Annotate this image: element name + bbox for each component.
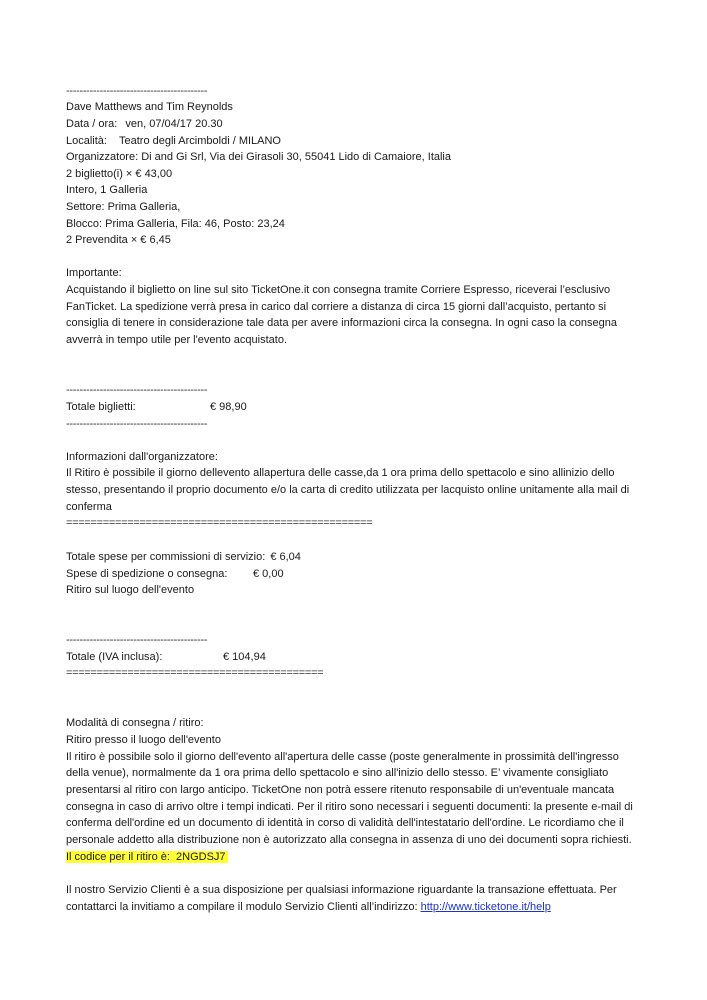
separator-double: ================================================== [66,517,373,529]
date-label: Data / ora: [66,118,118,130]
total-tickets-value: € 98,90 [210,401,247,413]
important-line: avverrà in tempo utile per l'evento acquistato. [66,334,287,346]
shipping-row [66,566,284,583]
separator: ------------------------------------------ [66,418,208,430]
important-line: FanTicket. La spedizione verrà presa in carico dal corriere a distanza di circa 15 giorni dall’acquisto, pertanto si [66,301,607,313]
event-title: Dave Matthews and Tim Reynolds [66,101,233,113]
location-row [66,133,281,150]
grand-total-label: Totale (IVA inclusa): [66,651,163,663]
separator-double: ========================================== [66,667,324,679]
organizer-info-line: Il Ritiro è possibile il giorno dellevento allapertura delle casse,da 1 ora prima dello spettacolo e sino allinizio dello [66,467,615,479]
service-fees-label: Totale spese per commissioni di servizio: [66,551,266,563]
customer-service-line: Il nostro Servizio Clienti è a sua disposizione per qualsiasi informazione riguardante la transazione effettuata. Per [66,884,617,896]
delivery-line: presentarsi al ritiro con largo anticipo. TicketOne non potrà essere ritenuto responsabile di un'eventuale mancata [66,784,615,796]
presale-line: 2 Prevendita × € 6,45 [66,234,171,246]
separator-top: ------------------------------------------ [66,85,208,97]
shipping-label: Spese di spedizione o consegna: [66,568,228,580]
sector-line: Settore: Prima Galleria, [66,201,181,213]
delivery-title: Modalità di consegna / ritiro: [66,717,204,729]
total-tickets-label: Totale biglietti: [66,401,136,413]
date-value: ven, 07/04/17 20.30 [125,118,223,130]
customer-service-line-2 [66,899,551,916]
delivery-subtitle: Ritiro presso il luogo dell'evento [66,734,221,746]
service-fees-value: € 6,04 [270,551,301,563]
separator: ------------------------------------------ [66,384,208,396]
location-label: Località: [66,135,107,147]
shipping-value: € 0,00 [253,568,284,580]
pickup-code-line [66,849,228,866]
location-value: Teatro degli Arcimboldi / MILANO [118,135,281,147]
important-line: consiglia di tenere in considerazione tale data per avere informazioni circa la consegna. In ogni caso la consegna [66,317,617,329]
organizer-info-line: stesso, presentando il proprio documento e/o la carta di credito utilizzata per lacquisto online unitamente alla mail di [66,484,630,496]
service-fees-row [66,549,301,566]
grand-total-row [66,649,266,666]
tickets-line: 2 biglietto(i) × € 43,00 [66,168,173,180]
delivery-line: Il ritiro è possibile solo il giorno dell'evento all'apertura delle casse (poste generalmente in prossimità dell'ingresso [66,751,619,763]
delivery-line: personale addetto alla distribuzione non è autorizzato alla consegna in assenza di uno dei documenti sopra richiesti. [66,834,632,846]
organizer-info-line: conferma [66,501,112,513]
customer-service-text: contattarci la invitiamo a compilare il modulo Servizio Clienti all’indirizzo: [66,901,421,913]
important-title: Importante: [66,267,122,279]
delivery-line: della venue), normalmente da 1 ora prima dello spettacolo e sino all'inizio dello stesso. E’ vivamente consigliato [66,767,609,779]
organizer-line: Organizzatore: Di and Gi Srl, Via dei Girasoli 30, 55041 Lido di Camaiore, Italia [66,151,451,163]
block-line: Blocco: Prima Galleria, Fila: 46, Posto: 23,24 [66,218,285,230]
delivery-line: consegna in caso di arrivo oltre i tempi indicati. Per il ritiro sono necessari i seguenti documenti: la presente e-mail di [66,801,633,813]
ticket-type-line: Intero, 1 Galleria [66,184,148,196]
pickup-code: Il codice per il ritiro è: 2NGDSJ7 [66,851,226,863]
separator: ------------------------------------------ [66,634,208,646]
total-tickets-row [66,399,247,416]
organizer-info-title: Informazioni dall'organizzatore: [66,451,218,463]
pickup-line: Ritiro sul luogo dell'evento [66,584,195,596]
delivery-line: conferma dell'ordine ed un documento di identità in corso di validità dell'intestatario dell'ordine. Le ricordiamo che il [66,817,624,829]
grand-total-value: € 104,94 [223,651,266,663]
important-line: Acquistando il biglietto on line sul sito TicketOne.it con consegna tramite Corriere Espresso, riceverai l’esclusivo [66,284,611,296]
date-row [66,116,223,133]
help-link[interactable]: http://www.ticketone.it/help [420,901,551,913]
